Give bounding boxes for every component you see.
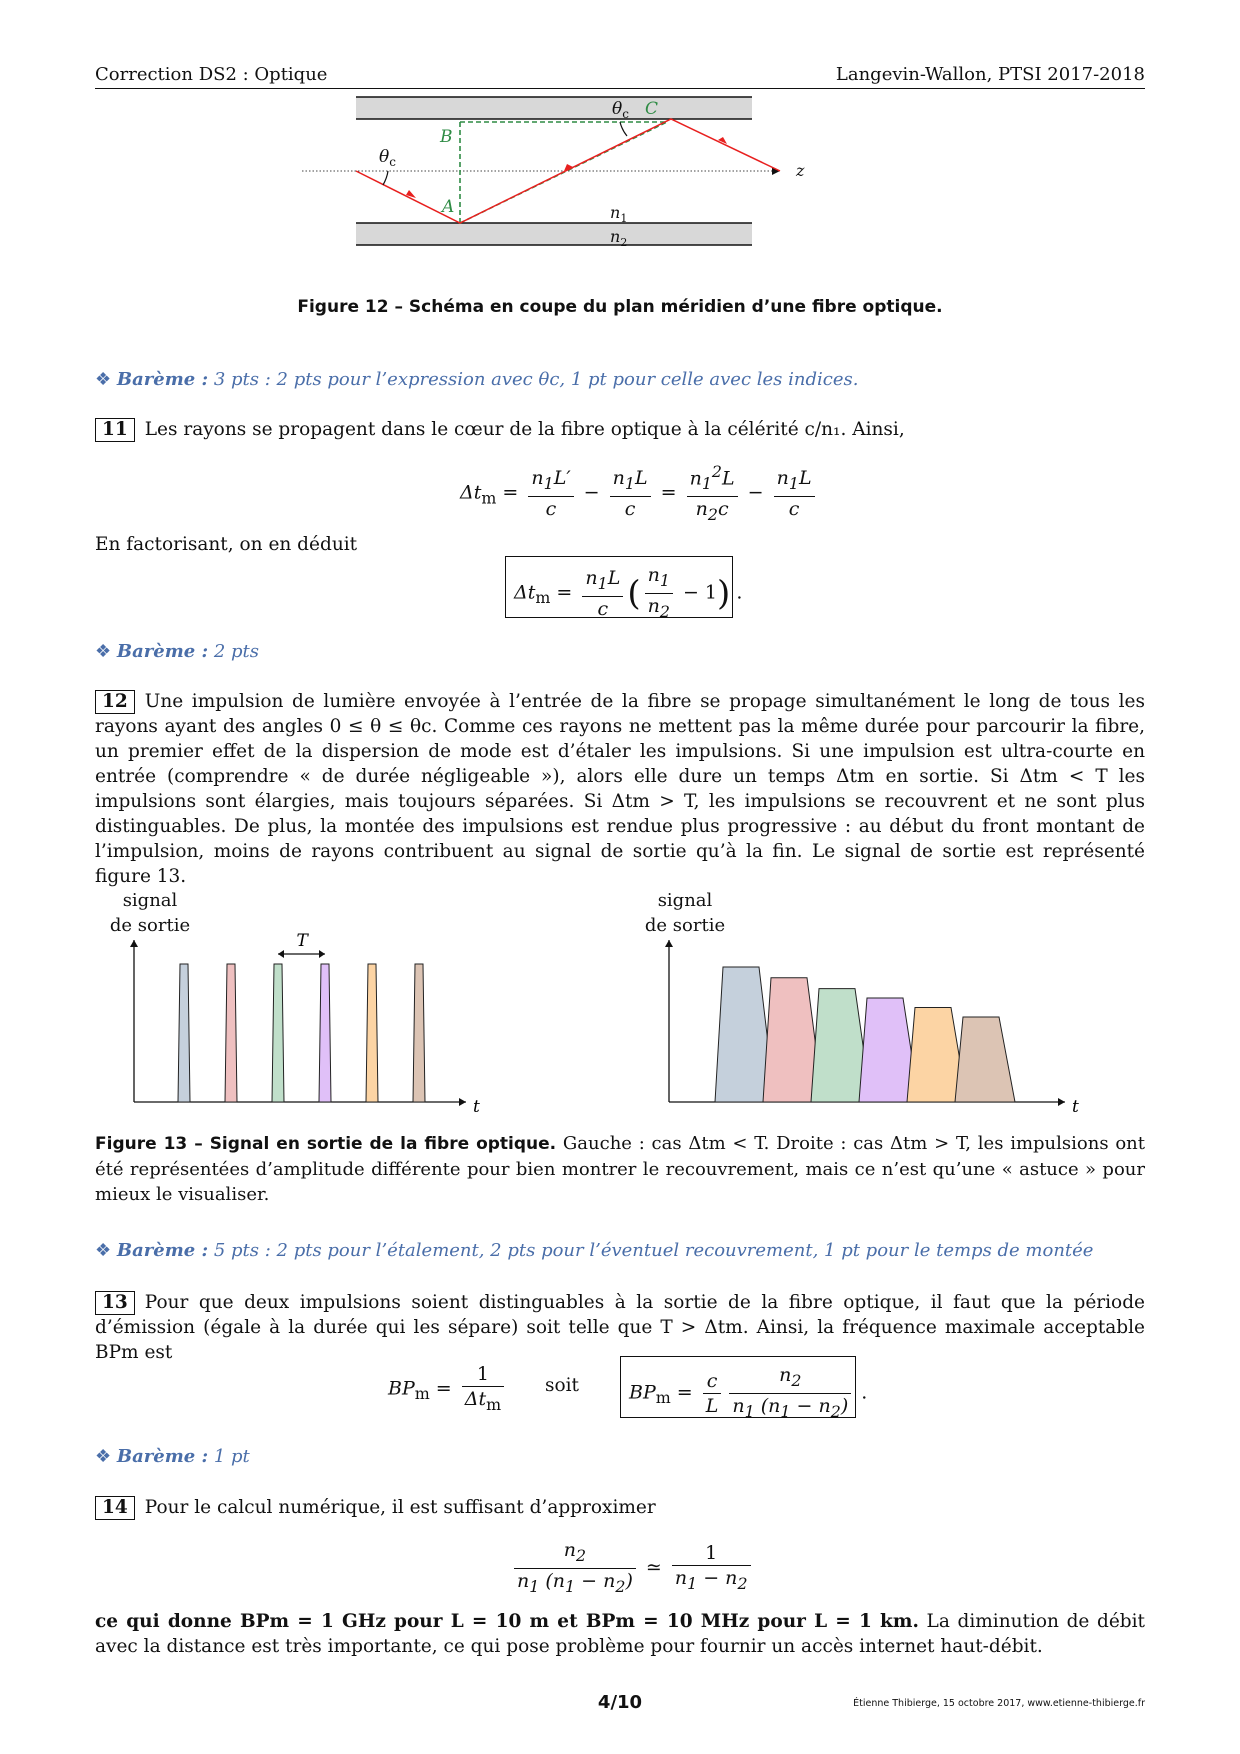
label-C: C <box>645 99 659 119</box>
question-12: 12 Une impulsion de lumière envoyée à l’entrée de la fibre se propage simultanément le long de tous les rayons ayant des angles 0 ≤ θ ≤ θc. Comme ces rayons ne mettent pas la même durée pour parcourir la fibre, un premier effet de la dispersion de mode est d’étaler les impulsions. Si une impulsion est ultra-courte en entrée (comprendre « de durée négligeable »), alors elle dure un temps Δtm en sortie. Si Δtm < T les impulsions sont élargies, mais toujours séparées. Si Δtm > T, les impulsions se recouvrent et ne sont plus distinguables. De plus, la montée des impulsions est rendue plus progressive : au début du front montant de l’impulsion, moins de rayons contribuent au signal de sortie qu’à la fin. Le signal de sortie est représenté figure 13. <box>95 691 1145 887</box>
pulse-right <box>955 1017 1015 1102</box>
bareme-diamond-icon: ❖ <box>95 1240 112 1261</box>
pulse-left <box>366 964 378 1102</box>
page-header <box>95 62 1145 89</box>
bareme-1: ❖ Barème : 3 pts : 2 pts pour l’expression avec θc, 1 pt pour celle avec les indices. <box>95 369 859 390</box>
label-thetac-left: $\theta_c$ <box>379 147 396 169</box>
header-right: Langevin-Wallon, PTSI 2017-2018 <box>835 64 1145 85</box>
label-B: B <box>440 127 453 147</box>
signal-chart-right <box>665 930 1135 1120</box>
pulse-left <box>272 964 284 1102</box>
fig13-right-ylabel: signal de sortie <box>644 890 726 936</box>
question-number: 13 <box>95 1291 135 1315</box>
question-14: 14 Pour le calcul numérique, il est suffisant d’approximer <box>95 1495 1145 1520</box>
bareme-4: ❖ Barème : 1 pt <box>95 1446 250 1467</box>
bareme-diamond-icon: ❖ <box>95 641 112 662</box>
label-z: z <box>796 161 805 180</box>
t-axis-label: t <box>473 1097 480 1117</box>
signal-chart-left <box>130 930 550 1120</box>
pulse-left <box>413 964 425 1102</box>
question-number: 14 <box>95 1496 135 1520</box>
equation-13b-boxed: $BP_m$ = $\frac{c}{L}$ $\frac{n_2}{n_1 (n_1 - n_2)}$ . <box>620 1356 856 1418</box>
label-thetac-top: $\theta_c$ <box>612 99 629 121</box>
equation-13-soit: soit <box>545 1375 579 1396</box>
bareme-diamond-icon: ❖ <box>95 1446 112 1467</box>
label-A: A <box>442 197 455 217</box>
label-n2: $n_2$ <box>610 227 628 249</box>
fiber-diagram <box>290 92 830 262</box>
angle-arc-top <box>620 122 627 136</box>
figure12-caption: Figure 12 – Schéma en coupe du plan méridien d’une fibre optique. <box>297 297 943 317</box>
cladding-top <box>356 97 752 119</box>
page-number: 4/10 <box>597 1692 643 1713</box>
equation-13a: $BP_m$ = $\frac{1}{\Delta t_m}$ <box>388 1362 508 1417</box>
q14-result: ce qui donne BPm = 1 GHz pour L = 10 m et BPm = 10 MHz pour L = 1 km. La diminution de débit avec la distance est très importante, ce qui pose problème pour fournir un accès internet haut-débit. <box>95 1611 1145 1657</box>
question-13: 13 Pour que deux impulsions soient distinguables à la sortie de la fibre optique, il faut que la période d’émission (égale à la durée qui les sépare) soit telle que T > Δtm. Ainsi, la fréquence maximale acceptable BPm est <box>95 1292 1145 1363</box>
q11-after: En factorisant, on en déduit <box>95 534 358 555</box>
question-number: 11 <box>95 418 135 442</box>
question-number: 12 <box>95 690 135 714</box>
pulse-left <box>319 964 331 1102</box>
equation-14: $\frac{n_2}{n_1 (n_1 - n_2)}$ ≃ $\frac{1}{n_1 - n_2}$ <box>510 1538 755 1599</box>
pulse-left <box>225 964 237 1102</box>
label-n1: $n_1$ <box>610 203 628 225</box>
period-label: T <box>296 931 308 951</box>
t-axis-label: t <box>1072 1097 1079 1117</box>
figure13-caption: Figure 13 – Signal en sortie de la fibre optique. Gauche : cas Δtm < T. Droite : cas Δtm > T, les impulsions ont été représentées d’amplitude différente pour bien montrer le recouvrement, mais ce n’est qu’une « astuce » pour mieux le visualiser. <box>95 1133 1145 1205</box>
bareme-diamond-icon: ❖ <box>95 369 112 390</box>
angle-arc-left <box>383 171 388 185</box>
pulse-left <box>178 964 190 1102</box>
equation-11a: $\Delta t_m$ = $\frac{n_1L'}{c}$ − $\frac{n_1L}{c}$ = $\frac{n_1^2L}{n_2c}$ − $\frac{n_1L}{c}$ <box>460 460 819 527</box>
bareme-3: ❖ Barème : 5 pts : 2 pts pour l’étalement, 2 pts pour l’éventuel recouvrement, 1 pt pour le temps de montée <box>95 1240 1094 1261</box>
bareme-2: ❖ Barème : 2 pts <box>95 641 260 662</box>
fig13-left-ylabel: signal de sortie <box>109 890 191 936</box>
equation-11b-boxed: $\Delta t_m$ = $\frac{n_1L}{c}$ ( $\frac{n_1}{n_2}$ − 1) . <box>505 556 733 618</box>
cladding-bottom <box>356 223 752 245</box>
question-11: 11 Les rayons se propagent dans le cœur de la fibre optique à la célérité c/n₁. Ainsi, <box>95 417 1145 442</box>
footer-credit: Étienne Thibierge, 15 octobre 2017, www.etienne-thibierge.fr <box>853 1698 1145 1709</box>
header-left: Correction DS2 : Optique <box>95 64 328 85</box>
